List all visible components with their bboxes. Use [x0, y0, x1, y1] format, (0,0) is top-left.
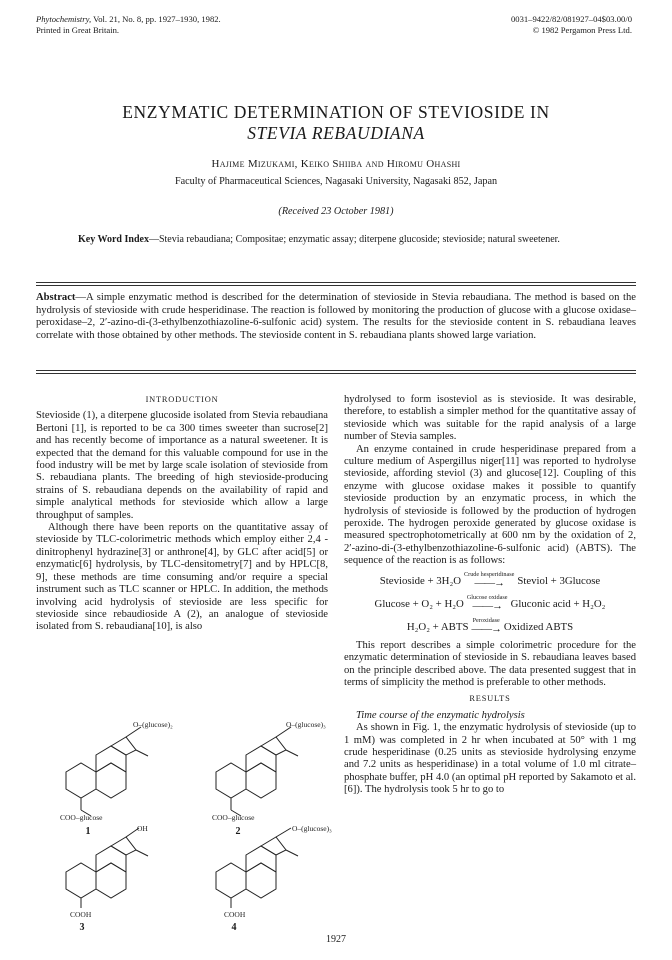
abstract-text: —A simple enzymatic method is described for the determination of stevioside in Stevia rebaudiana. The method is based on the hydrolysis of stevioside with crude hesperidinase. The reaction is followed by monitoring the production of glucose with a glucose oxidase–peroxidase–2, 2′-azino-di-(3-ethylbenzothiazoline-6-sulfonic acid) system. The results for the stevioside content in S. rebaudiana leaves correlate with those obtained by other methods. The stevioside content in S. rebaudiana plants showed large variation. [36, 292, 636, 341]
eq2-enzyme: Glucose oxidase [466, 593, 508, 601]
right-paragraph-3: This report describes a simple colorimetric procedure for the enzymatic determination of stevioside in S. rebaudiana leaves based on the principle described above. The data presented suggest that in terms of simplicity the method is preferable to other methods. [344, 639, 636, 688]
structure-1-bottom-sub: COO–glucose [60, 813, 103, 822]
structure-3-skeleton [66, 828, 148, 908]
abstract-label: Abstract [36, 292, 76, 303]
structure-1-top-sub: O–(glucose)₂ [133, 720, 173, 729]
arrow-icon: ——→ [471, 622, 501, 635]
eq2-right: Gluconic acid + H₂O₂ [510, 598, 606, 611]
rule-top [36, 282, 636, 283]
structure-2-bottom-sub: COO–glucose [212, 813, 255, 822]
eq1-right: Steviol + 3Glucose [517, 575, 601, 588]
title-line-1: ENZYMATIC DETERMINATION OF STEVIOSIDE IN [122, 102, 550, 122]
structure-4-bottom-sub: COOH [224, 910, 246, 919]
eq1-left: Stevioside + 3H₂O [379, 575, 462, 588]
structure-2-number: 2 [235, 826, 241, 837]
keywords [78, 234, 598, 247]
title-line-2: STEVIA REBAUDIANA [247, 123, 425, 143]
arrow-icon: ——→ [474, 576, 504, 589]
left-column [36, 394, 328, 634]
arrow-icon: ——→ [472, 599, 502, 612]
printed-note: Printed in Great Britain. [36, 24, 120, 35]
publisher-header [511, 14, 632, 35]
results-subheading: Time course of the enzymatic hydrolysis [356, 709, 525, 721]
keywords-text: —Stevia rebaudiana; Compositae; enzymatic assay; diterpene glucoside; stevioside; natural sweetener. [148, 234, 560, 245]
copyright-note: © 1982 Pergamon Press Ltd. [532, 24, 632, 35]
eq2-left: Glucose + O₂ + H₂O [374, 598, 464, 611]
article-title [0, 102, 672, 144]
eq3-enzyme: Peroxidase [472, 616, 500, 624]
structure-2-top-sub: O–(glucose)₃ [286, 720, 326, 729]
right-paragraph-2: An enzyme contained in crude hesperidinase prepared from a culture medium of Aspergillus niger[11] was reported to hydrolyse stevioside, affording steviol (3) and glucose[12]. Coupling of this enzyme with glucose oxidase makes it possible to quantify stevioside production by an enzymatic process, in which the hydrolysis of stevioside is followed by the production of hydrogen peroxide. The hydrogen peroxide generated by glucose oxidase is measured spectrophotometrically at 600 nm by the oxidation of 2, 2′-azino-di-(3-ethylbenzothiazoline-6-sulfonic acid) (ABTS). The sequence of the reaction is as follows: [344, 443, 636, 567]
affiliation: Faculty of Pharmaceutical Sciences, Nagasaki University, Nagasaki 852, Japan [174, 176, 498, 187]
reaction-equation-2 [344, 594, 636, 611]
volume-info: Vol. 21, No. 8, pp. 1927–1930, 1982. [93, 14, 221, 24]
rule-top-2 [36, 285, 636, 286]
page-number: 1927 [326, 934, 346, 945]
reaction-equation-1 [344, 571, 636, 588]
authors: Hajime Mizukami, Keiko Shiiba and Hiromu Ohashi [211, 158, 461, 170]
structure-4-top-sub: O–(glucose)₃ [292, 824, 332, 833]
structure-3-top-sub: OH [137, 824, 148, 833]
chemical-structures-figure [36, 722, 328, 927]
eq3-left: H₂O₂ + ABTS [406, 621, 469, 634]
structure-1-skeleton [66, 727, 148, 816]
abstract [36, 292, 636, 342]
eq3-right: Oxidized ABTS [503, 621, 574, 634]
article-code: 0031–9422/82/081927–04$03.00/0 [510, 14, 632, 24]
right-column [344, 394, 636, 797]
structure-4-number: 4 [231, 922, 237, 933]
structure-3-number: 3 [79, 922, 85, 933]
right-paragraph-4: As shown in Fig. 1, the enzymatic hydrolysis of stevioside (up to 1 mM) was completed in 2 hr when incubated at 50° with 1 mg crude hesperidinase (0.25 units as stevioside hydrolysing enzyme and 7.2 units as hesperidinase) in a total volume of 1.0 ml citrate–phosphate buffer, pH 4.0 (an optimal pH reported by Sakamoto et al.[6]). The hydrolysis took 5 hr to go to [344, 722, 636, 796]
reaction-equation-3 [344, 617, 636, 634]
structure-3-bottom-sub: COOH [70, 910, 92, 919]
rule-bottom-2 [36, 373, 636, 374]
intro-paragraph-1: Stevioside (1), a diterpene glucoside isolated from Stevia rebaudiana Bertoni [1], is reported to be ca 300 times sweeter than sucrose[2] and has recently become of importance as a natural sweetener. It is expected that the demand for this valuable compound for use in the food industry will be met by large scale isolation of stevioside from S. rebaudiana plants. The breeding of high stevioside-producing strains of S. rebaudiana depends on the availability of rapid and simple analytical methods for stevioside which allow a large throughput of samples. [36, 410, 328, 521]
results-heading: RESULTS [469, 694, 511, 704]
structure-1-number: 1 [85, 826, 91, 837]
rule-bottom [36, 370, 636, 371]
received-date: (Received 23 October 1981) [278, 206, 394, 217]
eq1-enzyme: Crude hesperidinase [464, 570, 515, 578]
intro-heading: INTRODUCTION [145, 395, 219, 404]
journal-header [36, 14, 221, 35]
structure-2-skeleton [216, 727, 298, 816]
journal-name: Phytochemistry, [36, 14, 92, 24]
intro-paragraph-2: Although there have been reports on the quantitative assay of stevioside by TLC-colorimetric methods which employ either 2,4 - dinitrophenyl hydrazine[3] or anthrone[4], by GLC after acid[5] or enzymatic[6] hydrolysis, by TLC-densitometry[7] and by HPLC[8, 9], these methods are time consuming and/or require a special instrument such as TLC scanner or HPLC. In addition, the methods involving acid hydrolysis of stevioside are less specific for stevioside since rebaudioside A (2), an analogue of stevioside isolated from S. rebaudiana[10], is also [36, 522, 328, 633]
structure-4-skeleton [216, 828, 298, 908]
keywords-label: Key Word Index [78, 234, 149, 245]
right-paragraph-1: hydrolysed to form isosteviol as is stevioside. It was desirable, therefore, to establish a simpler method for the quantitative assay of stevioside which was suitable for the rapid analysis of a large number of Stevia samples. [344, 394, 636, 443]
